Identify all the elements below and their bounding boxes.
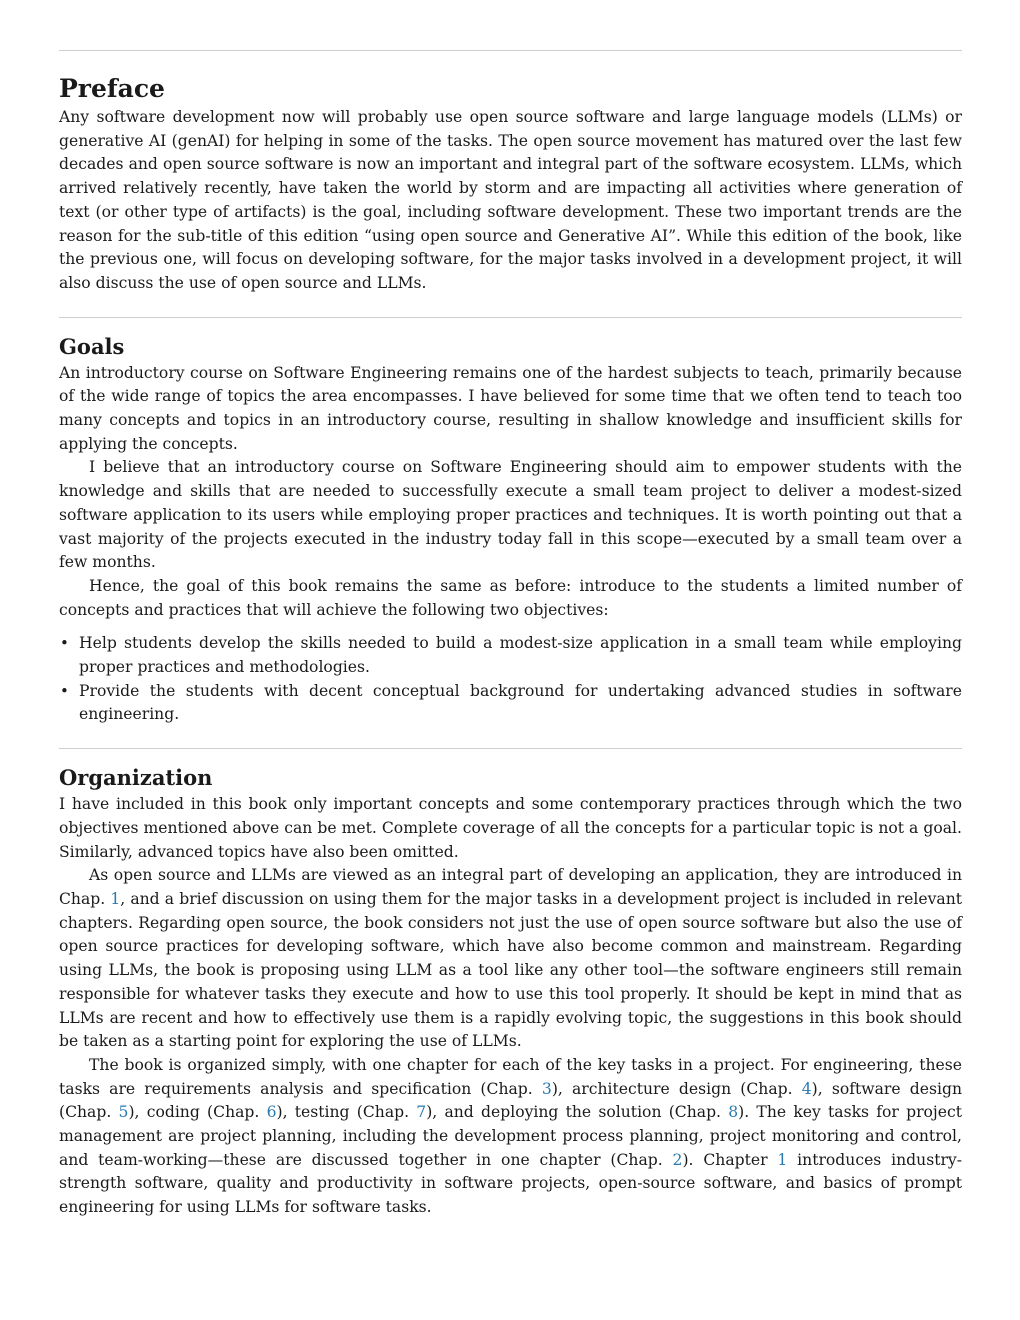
goals-paragraph-2: I believe that an introductory course on Software Engineering should aim to empower students with the knowledge and skills that are needed to successfully execute a small team project to deliver a modest-sized software application to its users while employing proper practices and techniques. It is worth pointing out that a vast majority of the projects executed in the industry today fall in this scope—executed by a small team over a few months. <box>59 458 962 572</box>
divider-top <box>59 50 962 51</box>
chapter-6-link[interactable]: 6 <box>266 1103 277 1122</box>
document-page <box>59 50 962 1220</box>
organization-paragraph-3 <box>59 1054 962 1220</box>
list-item-text: Help students develop the skills needed to build a modest-size application in a small team while employing proper practices and methodologies. <box>79 634 962 677</box>
preface-heading: Preface <box>59 74 165 103</box>
bullet-icon: • <box>60 634 69 653</box>
chapter-7-link[interactable]: 7 <box>416 1103 427 1122</box>
text-span: ), architecture design (Chap. <box>551 1079 802 1098</box>
list-item <box>60 632 962 679</box>
text-span: ), coding (Chap. <box>128 1103 267 1122</box>
chapter-1-link[interactable]: 1 <box>110 889 121 908</box>
chapter-2-link[interactable]: 2 <box>672 1150 683 1169</box>
chapter-4-link[interactable]: 4 <box>801 1079 812 1098</box>
text-span: ), testing (Chap. <box>276 1103 417 1122</box>
text-span: ). Chapter <box>682 1150 778 1169</box>
list-item <box>60 680 962 727</box>
text-span: ). The key tasks for project management are project planning, including the development process planning, project monitoring and control, and team-working—these are discussed together in one chapter (Chap. <box>59 1103 962 1169</box>
chapter-1-link[interactable]: 1 <box>777 1150 788 1169</box>
organization-heading: Organization <box>59 765 213 791</box>
chapter-8-link[interactable]: 8 <box>728 1103 739 1122</box>
chapter-5-link[interactable]: 5 <box>118 1103 129 1122</box>
text-span: , and a brief discussion on using them for the major tasks in a development project is included in relevant chapters. Regarding open source, the book considers not just the use of open source software but also the use of open source practices for developing software, which have also become common and mainstream. Regarding using LLMs, the book is proposing using LLM as a tool like any other tool—the software engineers still remain responsible for whatever tasks they execute and how to use this tool properly. It should be kept in mind that as LLMs are recent and how to effectively use them is a rapidly evolving topic, the suggestions in this book should be taken as a starting point for exploring the use of LLMs. <box>59 889 963 1051</box>
goals-section <box>59 334 962 728</box>
organization-section <box>59 765 962 1220</box>
organization-paragraph-1: I have included in this book only important concepts and some contemporary practices through which the two objectives mentioned above can be met. Complete coverage of all the concepts for a particular topic is not a goal. Similarly, advanced topics have also been omitted. <box>59 795 962 861</box>
text-span: ), software design (Chap. <box>59 1079 962 1122</box>
organization-paragraph-2 <box>59 864 962 1054</box>
goals-paragraph-1: An introductory course on Software Engineering remains one of the hardest subjects to teach, primarily because of the wide range of topics the area encompasses. I have believed for some time that we often tend to teach too many concepts and topics in an introductory course, resulting in shallow knowledge and insufficient skills for applying the concepts. <box>59 363 962 453</box>
list-item-text: Provide the students with decent conceptual background for undertaking advanced studies in software engineering. <box>79 681 962 724</box>
text-span: The book is organized simply, with one chapter for each of the key tasks in a project. For engineering, these tasks are requirements analysis and specification (Chap. <box>59 1055 962 1098</box>
goals-heading: Goals <box>59 333 125 359</box>
bullet-icon: • <box>60 681 69 700</box>
text-span: As open source and LLMs are viewed as an integral part of developing an application, they are introduced in Chap. <box>59 866 962 908</box>
preface-section <box>59 74 962 296</box>
text-span: introduces industry-strength software, quality and productivity in software projects, open-source software, and basics of prompt engineering for using LLMs for software tasks. <box>59 1150 962 1217</box>
divider-preface-goals <box>59 317 962 318</box>
objectives-list <box>59 632 962 727</box>
text-span: ), and deploying the solution (Chap. <box>426 1103 729 1122</box>
chapter-3-link[interactable]: 3 <box>541 1079 552 1098</box>
goals-paragraph-3: Hence, the goal of this book remains the same as before: introduce to the students a limited number of concepts and practices that will achieve the following two objectives: <box>59 576 962 619</box>
divider-goals-organization <box>59 748 962 749</box>
preface-paragraph: Any software development now will probably use open source software and large language models (LLMs) or generative AI (genAI) for helping in some of the tasks. The open source movement has matured over the last few decades and open source software is now an important and integral part of the software ecosystem. LLMs, which arrived relatively recently, have taken the world by storm and are impacting all activities where generation of text (or other type of artifacts) is the goal, including software development. These two important trends are the reason for the sub-title of this edition “using open source and Generative AI”. While this edition of the book, like the previous one, will focus on developing software, for the major tasks involved in a development project, it will also discuss the use of open source and LLMs. <box>59 108 962 292</box>
